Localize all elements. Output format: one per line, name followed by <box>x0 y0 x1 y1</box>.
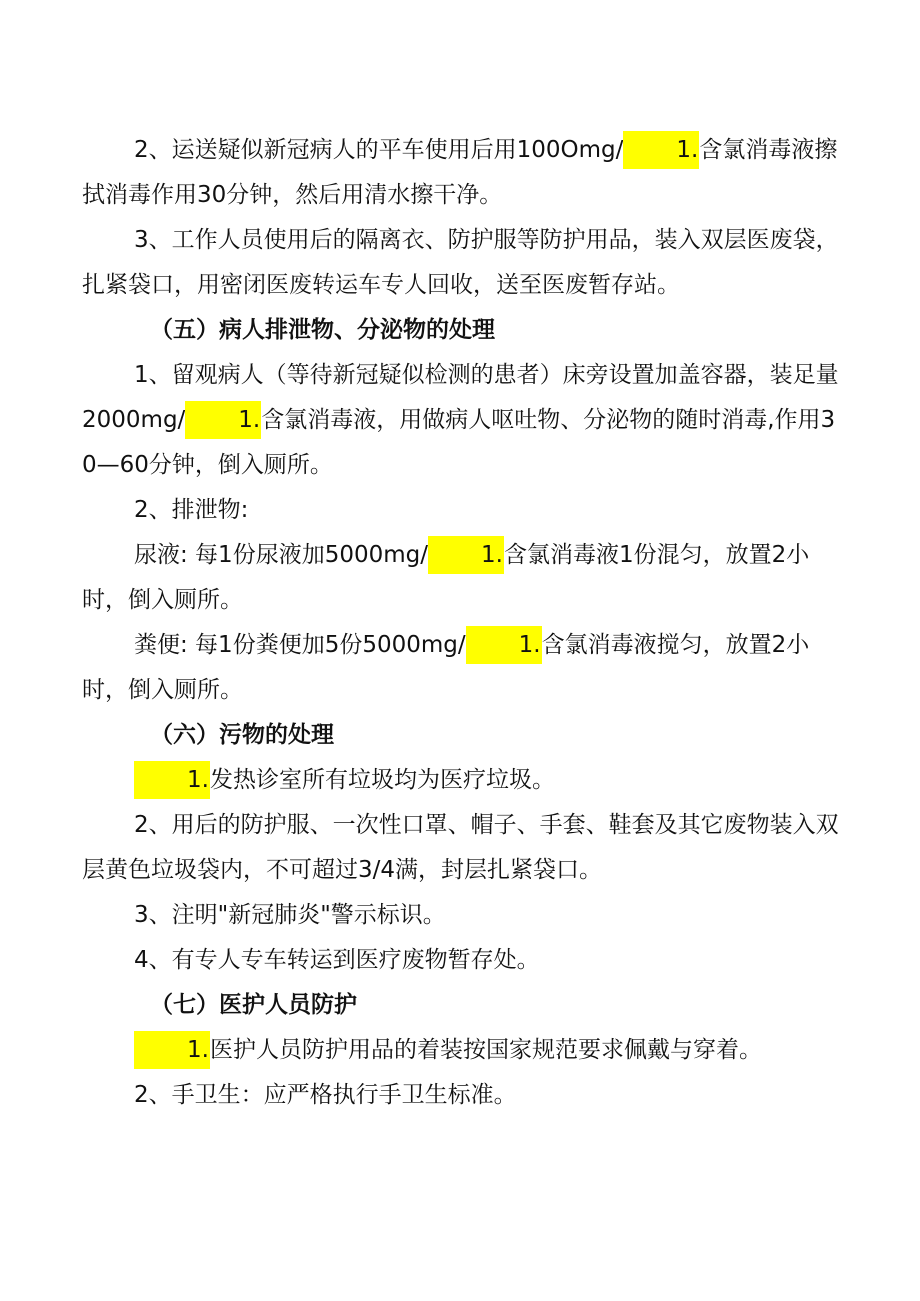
text: 含氯消毒液1份混匀，放置2小时，倒入厕所。 <box>82 542 810 613</box>
paragraph-stretcher-disinfection <box>82 128 842 218</box>
paragraph-observation-patients <box>82 353 842 488</box>
highlighted-text: 1. <box>134 1031 210 1069</box>
section-heading-6: （六）污物的处理 <box>150 722 334 748</box>
section-heading-7: （七）医护人员防护 <box>150 992 357 1018</box>
text: 含氯消毒液擦拭消毒作用30分钟，然后用清水擦干净。 <box>82 137 838 208</box>
highlighted-text: 1. <box>623 131 699 169</box>
document-page <box>82 128 842 1118</box>
paragraph-protective-gear-disposal <box>82 218 842 308</box>
text: 1、留观病人（等待新冠疑似检测的患者）床旁设置加盖容器，装足量2000mg/ <box>82 362 839 433</box>
section-heading-5: （五）病人排泄物、分泌物的处理 <box>150 317 495 343</box>
paragraph-staff-protection <box>82 1028 842 1073</box>
text: 发热诊室所有垃圾均为医疗垃圾。 <box>209 767 555 793</box>
text: 2、手卫生：应严格执行手卫生标准。 <box>134 1082 517 1108</box>
paragraph-feces <box>82 623 842 713</box>
text: 粪便: 每1份粪便加5份5000mg/ <box>134 632 466 658</box>
text: 3、注明"新冠肺炎"警示标识。 <box>134 902 446 928</box>
highlighted-text: 1. <box>466 626 542 664</box>
paragraph-warning-label <box>82 893 842 938</box>
highlighted-text: 1. <box>185 401 261 439</box>
text: 4、有专人专车转运到医疗废物暂存处。 <box>134 947 540 973</box>
text: 2、用后的防护服、一次性口罩、帽子、手套、鞋套及其它废物装入双层黄色垃圾袋内，不可超过3/4满，封层扎紧袋口。 <box>82 812 839 883</box>
text: 含氯消毒液搅匀，放置2小时，倒入厕所。 <box>82 632 810 703</box>
text: 3、工作人员使用后的隔离衣、防护服等防护用品，装入双层医废袋，扎紧袋口，用密闭医废转运车专人回收，送至医废暂存站。 <box>82 227 839 298</box>
text: 含氯消毒液，用做病人呕吐物、分泌物的随时消毒,作用30—60分钟，倒入厕所。 <box>82 407 836 478</box>
highlighted-text: 1. <box>134 761 210 799</box>
paragraph-excreta <box>82 488 842 533</box>
paragraph-transport <box>82 938 842 983</box>
paragraph-hand-hygiene <box>82 1073 842 1118</box>
text: 2、运送疑似新冠病人的平车使用后用100Omg/ <box>134 137 624 163</box>
text: 医护人员防护用品的着装按国家规范要求佩戴与穿着。 <box>209 1037 762 1063</box>
paragraph-medical-waste <box>82 758 842 803</box>
paragraph-urine <box>82 533 842 623</box>
text: 尿液: 每1份尿液加5000mg/ <box>134 542 428 568</box>
paragraph-waste-bags <box>82 803 842 893</box>
highlighted-text: 1. <box>428 536 504 574</box>
text: 2、排泄物: <box>134 497 249 523</box>
